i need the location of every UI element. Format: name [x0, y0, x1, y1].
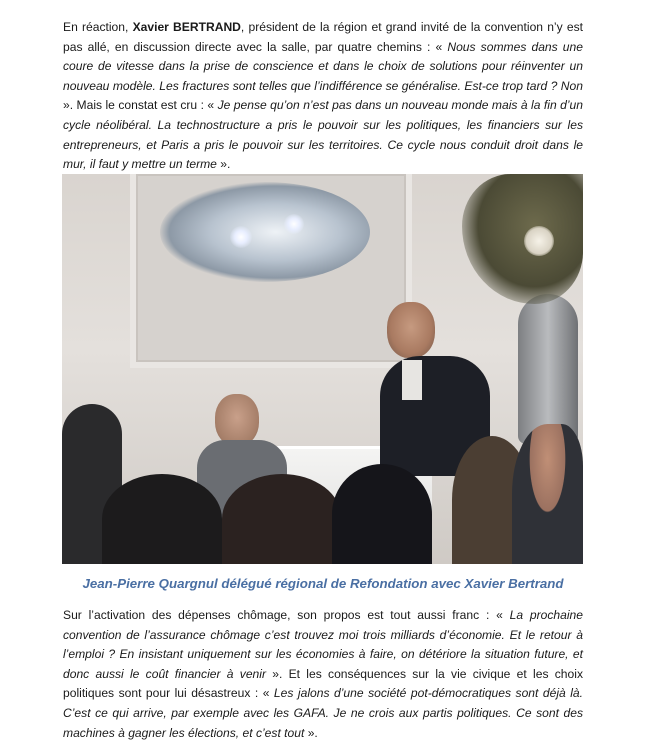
text-run: ». Et les conséquences sur la vie civique et les choix politiques sont pour lui désastreux : «	[63, 666, 583, 701]
event-photo	[62, 174, 583, 564]
quote-text: La prochaine convention de l’assurance chômage c’est trouvez moi trois milliards d’économie. Et le retour à l’emploi ? En insistant uniquement sur les économies à faire, on détériore la situation future, et donc aussi le coût financier à venir	[63, 608, 584, 681]
text-run: En réaction,	[63, 20, 133, 34]
paragraph-intro	[63, 18, 583, 175]
text-run: ».	[216, 157, 231, 172]
quote-text: Les jalons d’une société pot-démocratiques sont déjà là. C’est ce qui arrive, par exemple avec les GAFA. Je ne crois aux partis politiques. Ce sont des machines à gagner les élections, et c’est tout	[63, 686, 583, 740]
text-run: Sur l’activation des dépenses chômage, son propos est tout aussi franc : «	[63, 608, 510, 622]
speaker-name: Xavier BERTRAND	[132, 20, 241, 34]
photo-caption: Jean-Pierre Quargnul délégué régional de Refondation avec Xavier Bertrand	[82, 576, 564, 591]
text-run: ».	[304, 725, 318, 740]
text-run: ». Mais le constat est cru : «	[63, 98, 218, 113]
quote-text: Nous sommes dans une coure de vitesse dans la prise de conscience et dans le choix de solutions pour réinventer un nouveau modèle. Les fractures sont telles que l’indifférence se généralise. Est-ce trop tard ? Non	[63, 39, 583, 93]
quote-text: Je pense qu’on n’est pas dans un nouveau monde mais à la fin d’un cycle néolibéral. La technostructure a pris le pouvoir sur les politiques, les financiers sur les entrepreneurs, et Paris a pris le pouvoir sur les territoires. Ce cycle nous conduit droit dans le mur, il faut y mettre un terme	[63, 98, 583, 172]
paragraph-unemployment	[63, 606, 583, 743]
text-run: , président de la région et grand invité de la convention n’y est pas allé, en discussion directe avec la salle, par quatre chemins : «	[63, 20, 583, 54]
